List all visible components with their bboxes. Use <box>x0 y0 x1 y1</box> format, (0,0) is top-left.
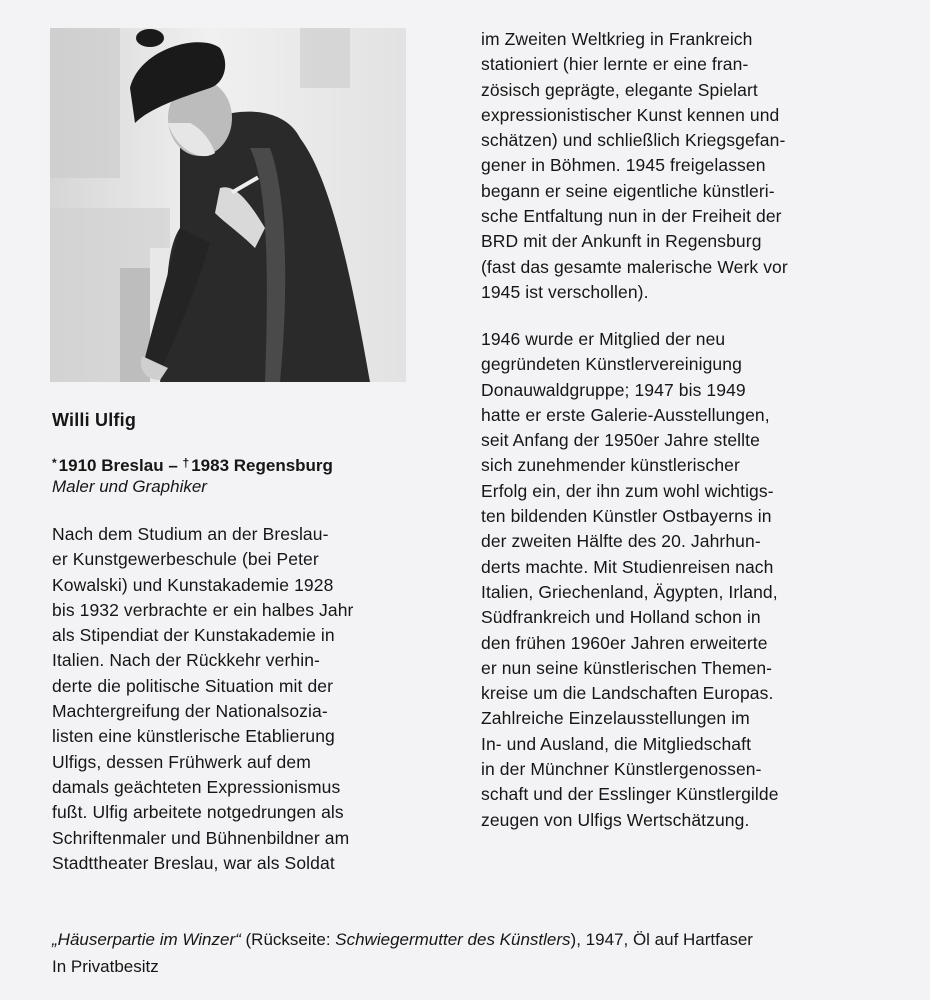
artwork-title: „Häuserpartie im Winzer“ <box>52 930 241 949</box>
reverse-title: Schwiegermutter des Künstlers <box>335 930 571 949</box>
artist-portrait-photo <box>50 28 406 382</box>
date-dash: – <box>168 456 178 475</box>
biography-left-column: Nach dem Studium an der Breslau- er Kunstgewerbeschule (bei Peter Kowalski) und Kunstakademie 1928 bis 1932 verbrachte er ein halbes Jahr als Stipendiat der Kunstakademie in Italien. Nach der Rückkehr verhin- derte die politische Situation mit der Machtergreifung der Nationalsozia- listen eine künstlerische Etablierung Ulfigs, dessen Frühwerk auf dem damals geächteten Expressionismus fußt. Ulfig arbeitete notgedrungen als Schriftenmaler und Bühnenbildner am Stadttheater Breslau, war als Soldat <box>52 524 354 873</box>
artist-profession: Maler und Graphiker <box>52 477 207 496</box>
artwork-medium: Öl auf Hartfaser <box>632 930 753 949</box>
death-info: 1983 Regensburg <box>191 456 333 475</box>
artwork-year: 1947, <box>585 930 629 949</box>
portrait-photo-icon <box>50 28 406 382</box>
artwork-caption <box>52 928 753 952</box>
biography-right-column-part-2: 1946 wurde er Mitglied der neu gegründeten Künstlervereinigung Donauwaldgruppe; 1947 bis 1949 hatte er erste Galerie-Ausstellungen, seit Anfang der 1950er Jahre stellte sich zunehmender künstlerischer Erfolg ein, der ihn zum wohl wichtigs- ten bildenden Künstler Ostbayerns in der zweiten Hälfte des 20. Jahrhun- derts machte. Mit Studienreisen nach Italien, Griechenland, Ägypten, Irland, Südfrankreich und Holland schon in den frühen 1960er Jahren erweiterte er nun seine künstlerischen Themen- kreise um die Landschaften Europas. Zahlreiche Einzelausstellungen im In- und Ausland, die Mitgliedschaft in der Münchner Künstlergenossen- schaft und der Esslinger Künstlergilde zeugen von Ulfigs Wertschätzung. <box>481 329 779 830</box>
life-dates <box>52 451 333 478</box>
artist-name: Willi Ulfig <box>52 410 137 430</box>
birth-symbol: * <box>52 456 57 470</box>
reverse-suffix: ), <box>570 930 581 949</box>
biography-right-column-part-1: im Zweiten Weltkrieg in Frankreich stationiert (hier lernte er eine fran- zösisch geprägte, elegante Spielart expressionistischer Kunst kennen und schätzen) und schließlich Kriegsgefan- gener in Böhmen. 1945 freigelassen begann er seine eigentliche künstleri- sche Entfaltung nun in der Freiheit der BRD mit der Ankunft in Regensburg (fast das gesamte malerische Werk vor 1945 ist verschollen). <box>481 29 788 302</box>
death-symbol: † <box>182 456 190 470</box>
reverse-prefix: (Rückseite: <box>245 930 336 949</box>
artwork-ownership: In Privatbesitz <box>52 957 159 976</box>
birth-info: 1910 Breslau <box>58 456 164 475</box>
